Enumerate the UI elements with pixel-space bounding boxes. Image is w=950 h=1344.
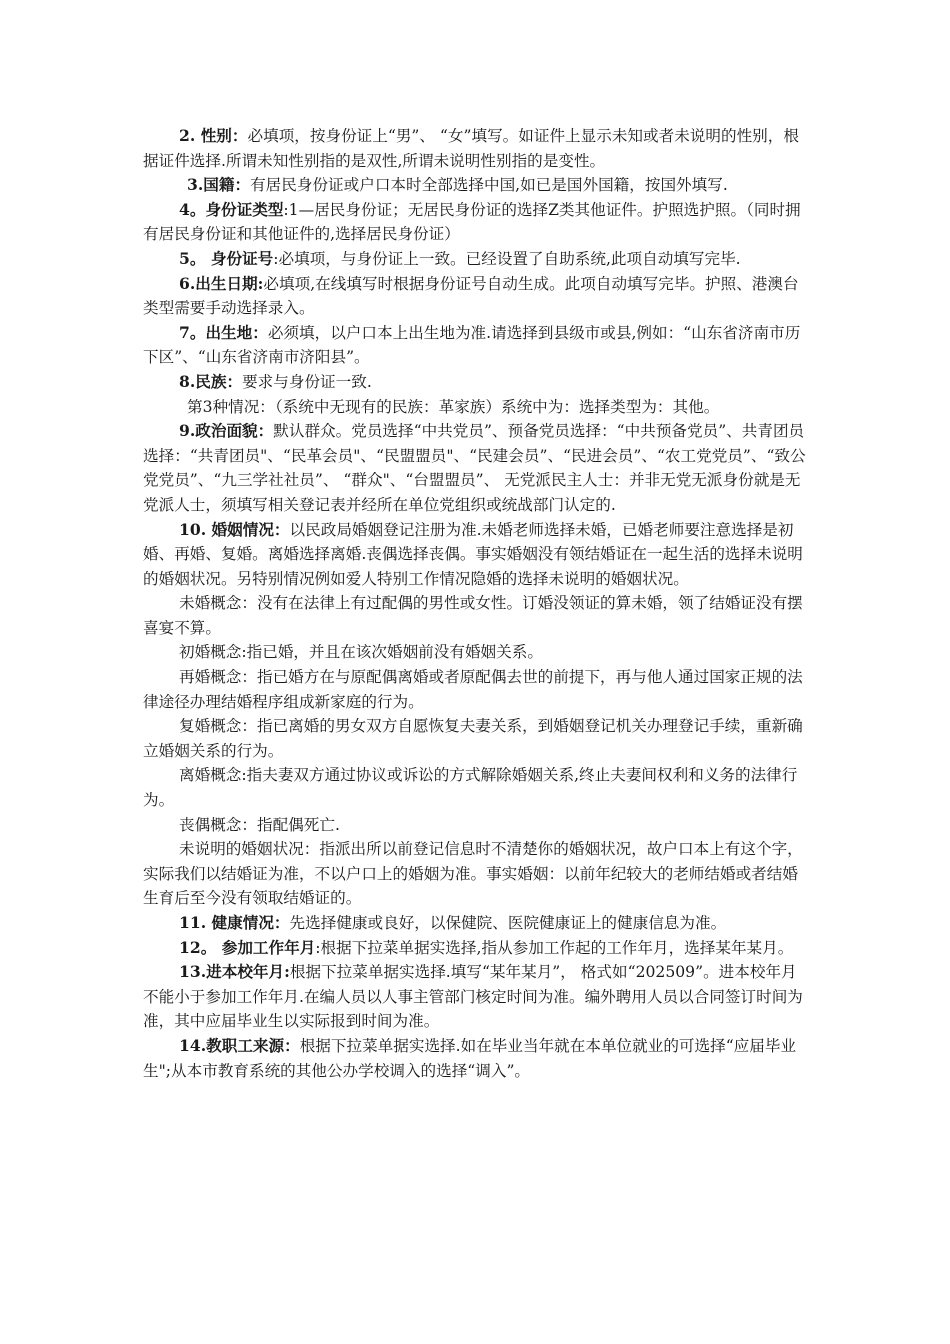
paragraph-text: 必填项，按身份证上“男”、 “女”填写。如证件上显示未知或者未说明的性别，根据证件选择.所谓未知性别指的是双性,所谓未说明性别指的是变性。 — [143, 127, 799, 170]
paragraph-text: 丧偶概念：指配偶死亡. — [179, 815, 340, 834]
paragraph-text: 根据下拉菜单据实选择.如在毕业当年就在本单位就业的可选择“应届毕业生";从本市教育系统的其他公办学校调入的选择“调入”。 — [143, 1036, 797, 1080]
paragraph-remarriage — [143, 665, 807, 714]
paragraph-heading: 10. 婚姻情况： — [179, 519, 290, 539]
paragraph-text: 根据下拉菜单据实选择.填写“某年某月”， 格式如“202509”。进本校年月不能小于参加工作年月.在编人员以人事主管部门核定时间为准。编外聘用人员以合同签订时间为准，其中应届毕业生以实际报到时间为准。 — [143, 963, 803, 1031]
paragraph-text: 复婚概念：指已离婚的男女双方自愿恢复夫妻关系，到婚姻登记机关办理登记手续，重新确立婚姻关系的行为。 — [143, 717, 803, 760]
paragraph-text: 先选择健康或良好，以保健院、医院健康证上的健康信息为准。 — [289, 914, 727, 932]
paragraph-work-start — [143, 936, 807, 961]
paragraph-health — [143, 911, 807, 936]
paragraph-birthplace — [143, 321, 807, 370]
paragraph-re-marrying-same — [143, 714, 807, 763]
paragraph-heading: 3.国籍： — [187, 175, 251, 195]
paragraph-text: :根据下拉菜单据实选择,指从参加工作起的工作年月，选择某年某月。 — [315, 938, 794, 957]
paragraph-text: 必须填，以户口本上出生地为准.请选择到县级市或县,例如：“山东省济南市历下区”、“山东省济南市济阳县”。 — [143, 323, 801, 367]
paragraph-school-entry — [143, 960, 807, 1034]
paragraph-text: :必填项，与身份证上一致。已经设置了自助系统,此项自动填写完毕. — [273, 249, 741, 268]
paragraph-gender — [143, 124, 807, 173]
paragraph-political-status — [143, 419, 807, 517]
paragraph-heading: 6.出生日期: — [179, 273, 264, 293]
paragraph-text: 离婚概念:指夫妻双方通过协议或诉讼的方式解除婚姻关系,终止夫妻间权利和义务的法律行为。 — [143, 766, 798, 810]
paragraph-ethnicity-case-3 — [143, 395, 807, 420]
paragraph-marital-status — [143, 518, 807, 592]
paragraph-widowed — [143, 813, 807, 838]
paragraph-text: 第3种情况：（系统中无现有的民族：革家族）系统中为：选择类型为：其他。 — [187, 397, 720, 416]
paragraph-heading: 5。 身份证号 — [179, 248, 274, 268]
paragraph-heading: 4。身份证类型 — [179, 199, 284, 219]
paragraph-heading: 11. 健康情况： — [179, 913, 290, 932]
paragraph-heading: 2. 性别： — [179, 126, 248, 145]
paragraph-first-marriage — [143, 640, 807, 665]
paragraph-id-type — [143, 198, 807, 247]
paragraph-text: 有居民身份证或户口本时全部选择中国,如已是国外国籍，按国外填写. — [250, 176, 728, 195]
paragraph-staff-source — [143, 1034, 807, 1083]
paragraph-id-number — [143, 247, 807, 272]
paragraph-text: 初婚概念:指已婚，并且在该次婚姻前没有婚姻关系。 — [179, 643, 543, 662]
paragraph-heading: 9.政治面貌： — [179, 421, 274, 441]
paragraph-heading: 7。出生地： — [179, 322, 268, 342]
paragraph-text: 未婚概念：没有在法律上有过配偶的男性或女性。订婚没领证的算未婚，领了结婚证没有摆喜宴不算。 — [143, 594, 803, 637]
paragraph-ethnicity — [143, 370, 807, 395]
paragraph-text: 要求与身份证一致. — [242, 372, 372, 391]
paragraph-birth-date — [143, 272, 807, 321]
paragraph-heading: 8.民族： — [179, 371, 243, 391]
paragraph-nationality — [143, 173, 807, 198]
paragraph-text: 默认群众。党员选择“中共党员”、预备党员选择：“中共预备党员”、共青团员选择：“共青团员"、“民革会员"、“民盟盟员"、“民建会员”、“民进会员”、“农工党党员”、“致公党党员”、“九三学社社员”、 “群众"、“台盟盟员”、 无党派民主人士：并非无党无派身份就是无党派人士，须填写相关登记表并经所在单位党组织或统战部门认定的. — [143, 422, 806, 514]
paragraph-heading: 12。 参加工作年月 — [179, 937, 316, 957]
paragraph-heading: 13.进本校年月: — [179, 962, 290, 982]
paragraph-text: 必填项,在线填写时根据身份证号自动生成。此项自动填写完毕。护照、港澳台类型需要手动选择录入。 — [143, 274, 799, 318]
paragraph-text: 以民政局婚姻登记注册为准.未婚老师选择未婚，已婚老师要注意选择是初婚、再婚、复婚。离婚选择离婚.丧偶选择丧偶。事实婚姻没有领结婚证在一起生活的选择未说明的婚姻状况。另特别情况例如爱人特别工作情况隐婚的选择未说明的婚姻状况。 — [143, 520, 803, 588]
paragraph-unspecified-marital — [143, 837, 807, 911]
paragraph-text: 再婚概念：指已婚方在与原配偶离婚或者原配偶去世的前提下，再与他人通过国家正规的法律途径办理结婚程序组成新家庭的行为。 — [143, 668, 803, 711]
paragraph-heading: 14.教职工来源： — [179, 1035, 300, 1055]
paragraph-unmarried — [143, 591, 807, 640]
paragraph-text: :1—居民身份证；无居民身份证的选择Z类其他证件。护照选护照。（同时拥有居民身份证和其他证件的,选择居民身份证） — [143, 200, 801, 244]
document-body — [143, 124, 807, 1083]
paragraph-text: 未说明的婚姻状况：指派出所以前登记信息时不清楚你的婚姻状况，故户口本上有这个字，实际我们以结婚证为准，不以户口上的婚姻为准。事实婚姻：以前年纪较大的老师结婚或者结婚生育后至今没有领取结婚证的。 — [143, 840, 803, 908]
paragraph-divorce — [143, 763, 807, 812]
